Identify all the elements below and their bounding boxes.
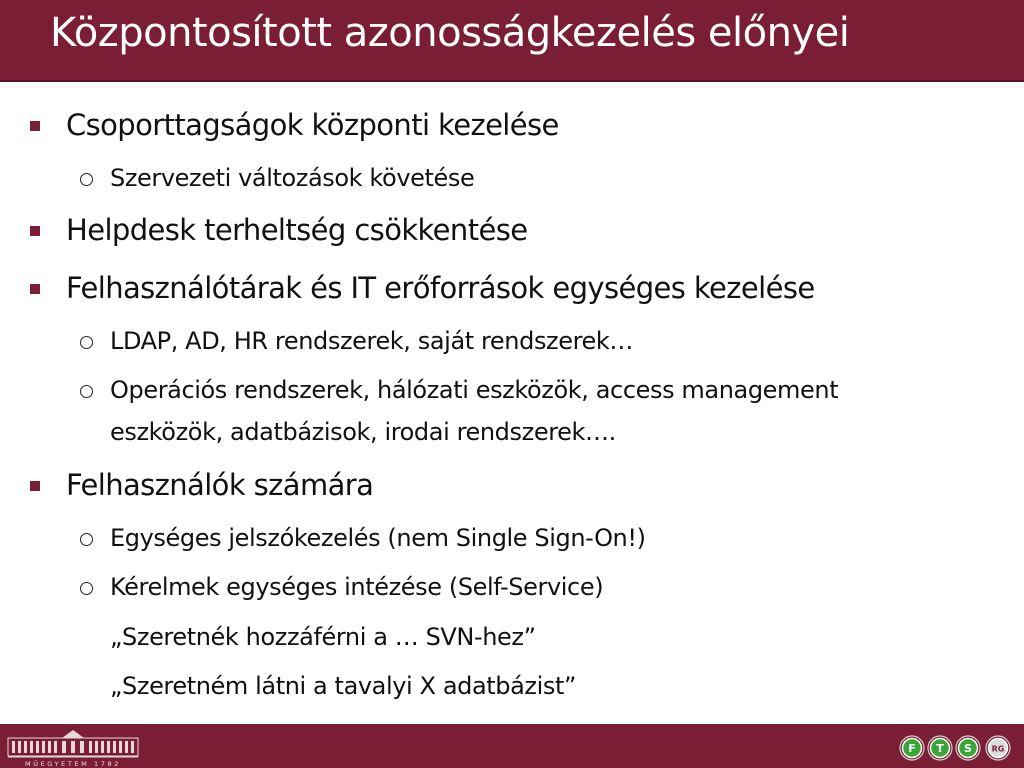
university-building-logo bbox=[6, 728, 140, 768]
footer-bar bbox=[0, 724, 1024, 768]
list-item: Csoporttagságok központi kezelése bbox=[66, 108, 559, 142]
circle-bullet-icon bbox=[80, 385, 93, 398]
svg-text:F: F bbox=[908, 742, 916, 755]
fts-rg-badge-logo bbox=[896, 730, 1024, 766]
square-bullet-icon bbox=[30, 481, 40, 491]
list-item: LDAP, AD, HR rendszerek, saját rendszerek… bbox=[110, 327, 634, 355]
svg-text:S: S bbox=[964, 742, 972, 755]
square-bullet-icon bbox=[30, 121, 40, 131]
circle-bullet-icon bbox=[80, 582, 93, 595]
list-item: Felhasználótárak és IT erőforrások egységes kezelése bbox=[66, 271, 815, 305]
university-logo-text: MŰEGYETEM 1782 bbox=[25, 760, 121, 768]
list-item-quote: „Szeretnék hozzáférni a … SVN-hez” bbox=[110, 623, 536, 651]
list-item: Egységes jelszókezelés (nem Single Sign-On!) bbox=[110, 524, 646, 552]
square-bullet-icon bbox=[30, 284, 40, 294]
title-bar bbox=[0, 0, 1024, 82]
square-bullet-icon bbox=[30, 226, 40, 236]
list-item-quote: „Szeretném látni a tavalyi X adatbázist” bbox=[110, 672, 577, 700]
list-item: Operációs rendszerek, hálózati eszközök, access management bbox=[110, 376, 839, 404]
list-item: Szervezeti változások követése bbox=[110, 164, 475, 192]
list-item: Felhasználók számára bbox=[66, 468, 374, 502]
list-item: Kérelmek egységes intézése (Self-Service) bbox=[110, 573, 604, 601]
svg-text:T: T bbox=[936, 742, 944, 755]
list-item: Helpdesk terheltség csökkentése bbox=[66, 213, 528, 247]
svg-text:RG: RG bbox=[991, 744, 1005, 754]
list-item-continuation: eszközök, adatbázisok, irodai rendszerek…. bbox=[110, 418, 616, 446]
circle-bullet-icon bbox=[80, 173, 93, 186]
circle-bullet-icon bbox=[80, 336, 93, 349]
slide-title: Központosított azonosságkezelés előnyei bbox=[50, 10, 850, 56]
circle-bullet-icon bbox=[80, 533, 93, 546]
